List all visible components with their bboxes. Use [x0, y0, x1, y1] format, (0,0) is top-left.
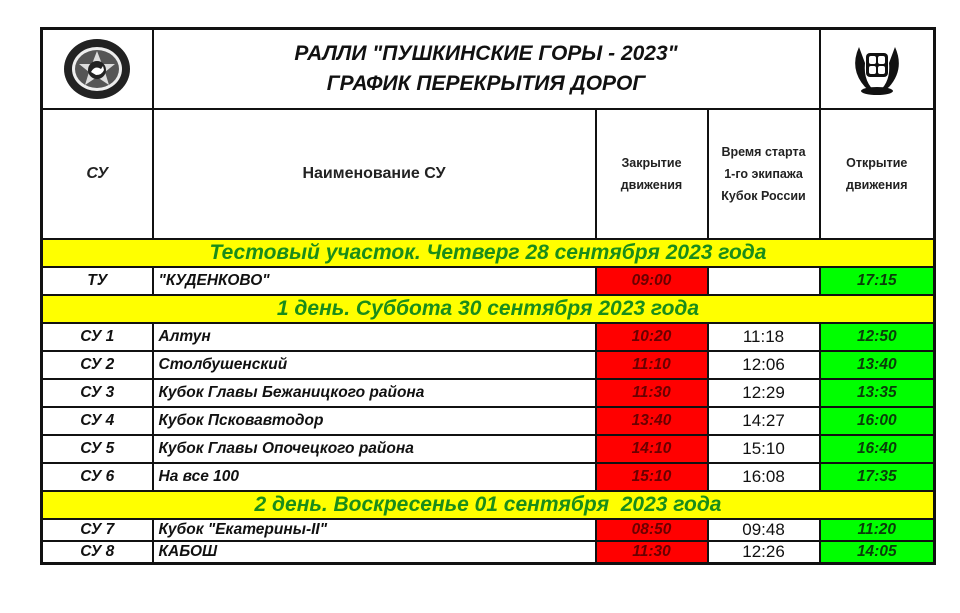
opening-time: 13:35	[820, 379, 935, 407]
opening-time: 13:40	[820, 351, 935, 379]
stage-code: СУ 7	[42, 519, 153, 541]
table-row	[42, 519, 935, 541]
left-logo-cell	[42, 29, 153, 110]
closure-time: 13:40	[596, 407, 708, 435]
closure-time: 08:50	[596, 519, 708, 541]
closure-time: 14:10	[596, 435, 708, 463]
column-header-row	[42, 109, 935, 239]
closure-time: 10:20	[596, 323, 708, 351]
stage-code: СУ 1	[42, 323, 153, 351]
table-row	[42, 267, 935, 295]
right-logo-cell	[820, 29, 935, 110]
stage-name: Алтун	[153, 323, 596, 351]
road-closure-schedule	[40, 27, 933, 565]
stage-name: Кубок Главы Опочецкого района	[153, 435, 596, 463]
section-header-test: Тестовый участок. Четверг 28 сентября 2023 года	[42, 239, 935, 267]
start-time: 15:10	[708, 435, 820, 463]
column-header-open: Открытие движения	[820, 109, 935, 239]
stage-name: КАБОШ	[153, 541, 596, 564]
stage-code: СУ 3	[42, 379, 153, 407]
stage-code: СУ 2	[42, 351, 153, 379]
document-subtitle: ГРАФИК ПЕРЕКРЫТИЯ ДОРОГ	[326, 72, 646, 95]
start-time: 11:18	[708, 323, 820, 351]
closure-time: 09:00	[596, 267, 708, 295]
section-header-day2: 2 день. Воскресенье 01 сентября 2023 года	[42, 491, 935, 519]
start-time: 16:08	[708, 463, 820, 491]
column-header-name: Наименование СУ	[153, 109, 596, 239]
start-time: 12:26	[708, 541, 820, 564]
table-row	[42, 407, 935, 435]
opening-time: 14:05	[820, 541, 935, 564]
opening-time: 16:40	[820, 435, 935, 463]
title-row	[42, 29, 935, 110]
federation-emblem-icon	[43, 37, 152, 101]
table-row	[42, 379, 935, 407]
laurel-wreath-emblem-icon	[821, 39, 934, 99]
table-row	[42, 463, 935, 491]
stage-code: СУ 4	[42, 407, 153, 435]
start-time: 12:29	[708, 379, 820, 407]
table-row	[42, 435, 935, 463]
start-time	[708, 267, 820, 295]
stage-name: Кубок Главы Бежаницкого района	[153, 379, 596, 407]
section-header-day1: 1 день. Суббота 30 сентября 2023 года	[42, 295, 935, 323]
schedule-table	[40, 27, 936, 565]
stage-name: "КУДЕНКОВО"	[153, 267, 596, 295]
start-time: 14:27	[708, 407, 820, 435]
opening-time: 17:35	[820, 463, 935, 491]
table-row	[42, 541, 935, 564]
column-header-start: Время старта 1-го экипажа Кубок России	[708, 109, 820, 239]
column-header-su: СУ	[42, 109, 153, 239]
closure-time: 15:10	[596, 463, 708, 491]
stage-name: Кубок "Екатерины-II"	[153, 519, 596, 541]
start-time: 12:06	[708, 351, 820, 379]
table-row	[42, 351, 935, 379]
table-row	[42, 323, 935, 351]
stage-code: СУ 6	[42, 463, 153, 491]
stage-code: СУ 8	[42, 541, 153, 564]
opening-time: 16:00	[820, 407, 935, 435]
closure-time: 11:30	[596, 379, 708, 407]
document-title: РАЛЛИ "ПУШКИНСКИЕ ГОРЫ - 2023"	[294, 42, 678, 65]
closure-time: 11:10	[596, 351, 708, 379]
stage-name: Кубок Псковавтодор	[153, 407, 596, 435]
title-cell	[153, 29, 820, 110]
start-time: 09:48	[708, 519, 820, 541]
stage-name: На все 100	[153, 463, 596, 491]
opening-time: 11:20	[820, 519, 935, 541]
stage-code: ТУ	[42, 267, 153, 295]
stage-code: СУ 5	[42, 435, 153, 463]
closure-time: 11:30	[596, 541, 708, 564]
opening-time: 12:50	[820, 323, 935, 351]
column-header-close: Закрытие движения	[596, 109, 708, 239]
stage-name: Столбушенский	[153, 351, 596, 379]
opening-time: 17:15	[820, 267, 935, 295]
